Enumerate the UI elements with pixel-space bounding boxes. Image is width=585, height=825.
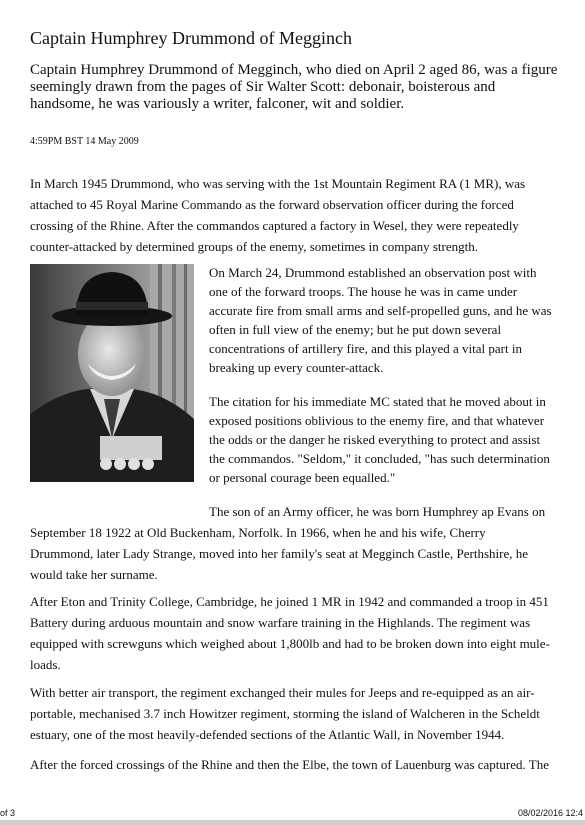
bottom-scrollbar[interactable]	[0, 820, 585, 825]
paragraph-2: On March 24, Drummond established an observation post with one of the forward troops. The house he was in came under accurate fire from small arms and self-propelled guns, and he was often in full view of the enemy; but he put down several concentrations of artillery fire, and this played a vital part in breaking up every counter-attack.	[209, 265, 552, 375]
publish-timestamp: 4:59PM BST 14 May 2009	[30, 136, 139, 147]
paragraph-7: After the forced crossings of the Rhine and then the Elbe, the town of Lauenburg was captured. The	[30, 757, 549, 772]
article-title: Captain Humphrey Drummond of Megginch	[30, 28, 352, 48]
paragraph-5: After Eton and Trinity College, Cambridge, he joined 1 MR in 1942 and commanded a troop in 451 Battery during arduous mountain and snow warfare training in the Highlands. The regiment was equipped with screwguns which weighed about 1,800lb and had to be broken down into eight mule-loads.	[30, 594, 550, 672]
paragraph-6: With better air transport, the regiment exchanged their mules for Jeeps and re-equipped as an air-portable, mechanised 3.7 inch Howitzer regiment, storming the island of Walcheren in the Scheldt estuary, one of the most heavily-defended sections of the Atlantic Wall, in November 1944.	[30, 685, 540, 742]
portrait-photo	[30, 264, 194, 482]
print-date: 08/02/2016 12:4	[517, 808, 583, 818]
article-standfirst: Captain Humphrey Drummond of Megginch, who died on April 2 aged 86, was a figure seemingly drawn from the pages of Sir Walter Scott: debonair, boisterous and handsome, he was variously a writer, falconer, wit and soldier.	[30, 62, 558, 112]
paragraph-1: In March 1945 Drummond, who was serving with the 1st Mountain Regiment RA (1 MR), was attached to 45 Royal Marine Commando as the forward observation officer during the forced crossing of the Rhine. After the commandos captured a factory in Wesel, they were repeatedly counter-attacked by determined groups of the enemy, sometimes in company strength.	[30, 176, 526, 254]
paragraph-3: The citation for his immediate MC stated that he moved about in exposed positions oblivious to the enemy fire, and that whatever the odds or the danger he risked everything to protect and assist the commandos. "Seldom," it concluded, "has such determination or personal courage been equalled."	[209, 394, 550, 485]
portrait-photo-graphic	[30, 264, 194, 482]
page-counter: of 3	[0, 808, 16, 818]
paragraph-4: The son of an Army officer, he was born Humphrey ap Evans on September 18 1922 at Old Buckenham, Norfolk. In 1966, when he and his wife, Cherry Drummond, later Lady Strange, moved into her family's seat at Megginch Castle, Perthshire, he would take her surname.	[30, 504, 546, 582]
